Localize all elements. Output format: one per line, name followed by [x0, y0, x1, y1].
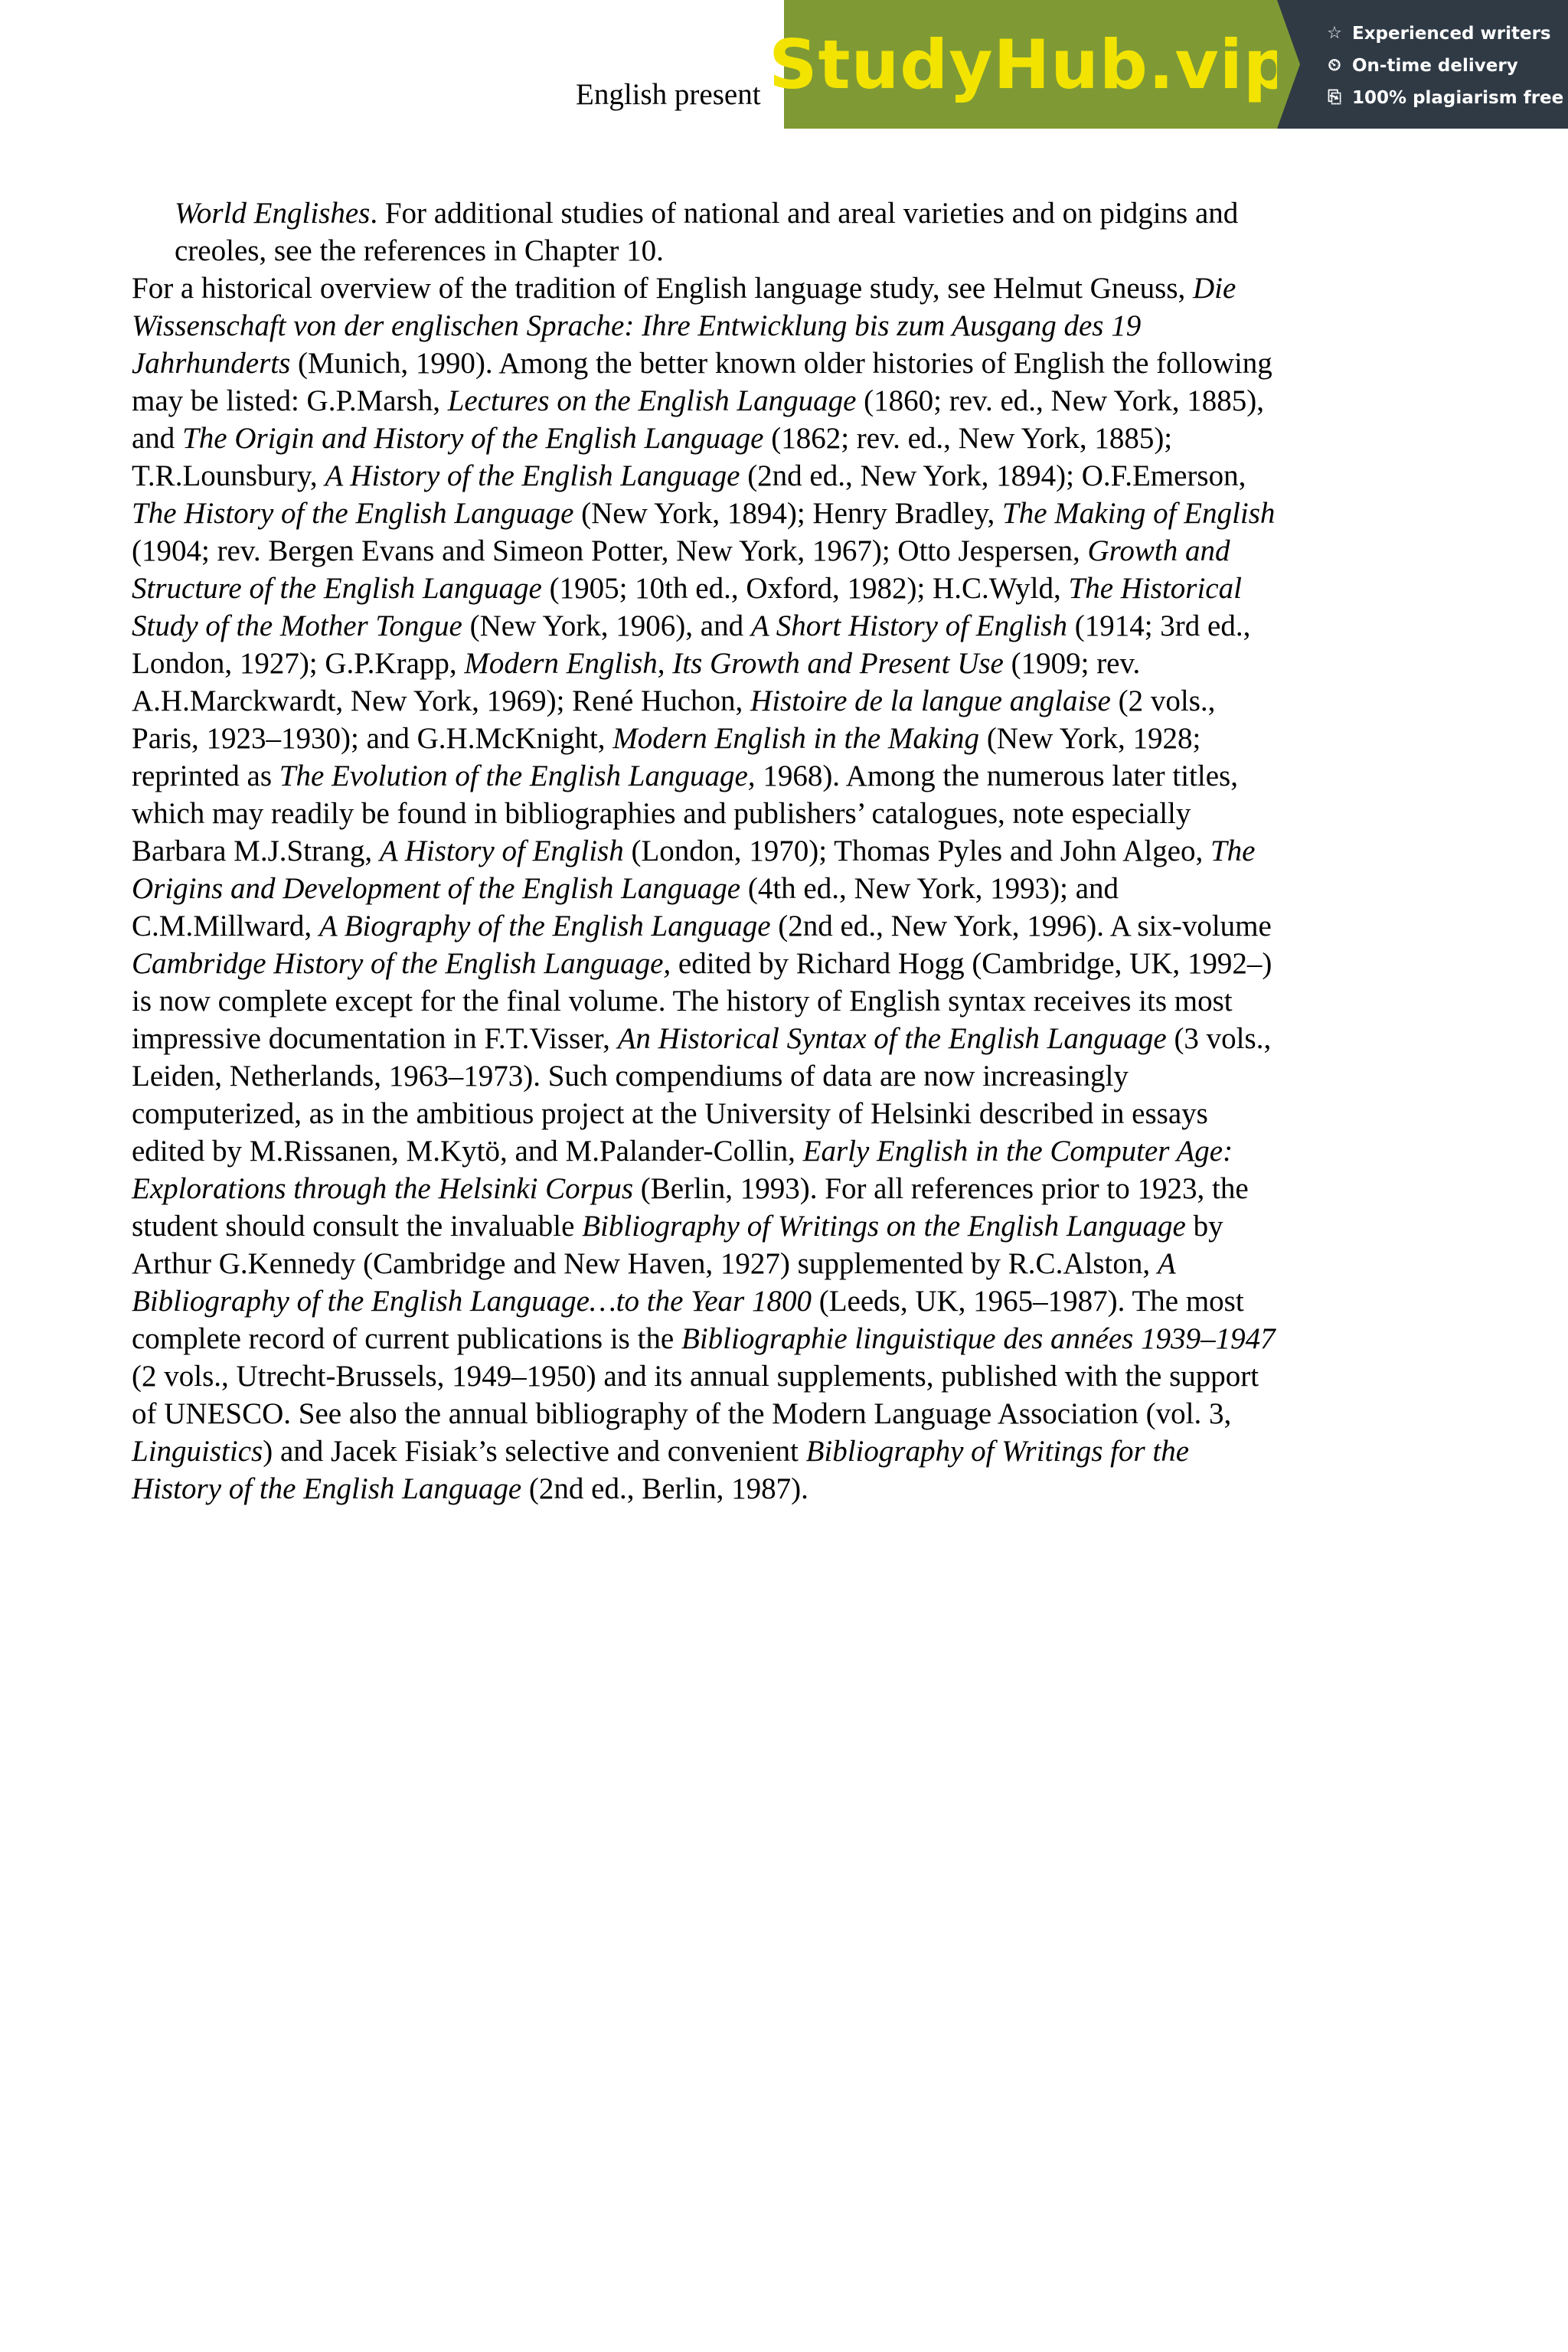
italic-title-run: Study of the Mother Tongue [132, 609, 462, 642]
italic-title-run: An Historical Syntax of the English Language [617, 1022, 1167, 1055]
text-run: edited by Richard Hogg (Cambridge, UK, 1992–) [671, 947, 1272, 980]
text-run: (3 vols., [1166, 1022, 1272, 1055]
text-run: C.M.Millward, [132, 910, 319, 942]
banner-feature-label: 100% plagiarism free [1352, 88, 1564, 108]
paragraph [132, 270, 1449, 1508]
italic-title-run: Bibliography of Writings on the English Language [582, 1210, 1186, 1243]
running-head: English present [576, 78, 761, 111]
text-run: (New York, 1906), and [462, 609, 751, 642]
text-run: creoles, see the references in Chapter 10. [175, 234, 664, 267]
italic-title-run: The Evolution of the English Language, [279, 760, 756, 792]
italic-title-run: Wissenschaft von der englischen Sprache: Ihre Entwicklung bis zum Ausgang des 19 [132, 309, 1142, 342]
italic-title-run: Linguistics [132, 1435, 263, 1468]
text-line [132, 495, 1449, 532]
text-line [132, 1432, 1449, 1470]
text-run: (1914; 3rd ed., [1067, 609, 1251, 642]
document-check-icon: ⎘ [1328, 88, 1341, 107]
text-run: 1968). Among the numerous later titles, [755, 760, 1238, 792]
text-line [132, 907, 1449, 945]
text-run: (4th ed., New York, 1993); and [740, 872, 1119, 905]
text-line [132, 757, 1449, 795]
text-line [132, 457, 1449, 495]
text-run: (2 vols., [1110, 684, 1216, 717]
text-run: (New York, 1894); Henry Bradley, [573, 497, 1003, 530]
italic-title-run: A History of the English Language [325, 459, 740, 492]
text-run: (Berlin, 1993). For all references prior to 1923, the [633, 1172, 1249, 1205]
text-run: (Munich, 1990). Among the better known older histories of English the following [290, 347, 1272, 380]
text-run: Arthur G.Kennedy (Cambridge and New Haven, 1927) supplemented by R.C.Alston, [132, 1247, 1158, 1280]
text-line [132, 832, 1449, 870]
italic-title-run: The Historical [1068, 572, 1242, 605]
text-run: which may readily be found in bibliographies and publishers’ catalogues, note especially [132, 797, 1191, 830]
italic-title-run: Lectures on the English Language [447, 384, 857, 417]
text-line [132, 345, 1449, 382]
text-run: of UNESCO. See also the annual bibliography of the Modern Language Association (vol. 3, [132, 1397, 1232, 1430]
text-line [132, 270, 1449, 307]
text-line [132, 1395, 1449, 1432]
text-run: (1862; rev. ed., New York, 1885); [763, 422, 1173, 455]
italic-title-run: Histoire de la langue anglaise [750, 684, 1111, 717]
italic-title-run: Cambridge History of the English Language, [132, 947, 671, 980]
text-run: is now complete except for the final volume. The history of English syntax receives its most [132, 985, 1233, 1018]
clock-icon: ⏲ [1328, 56, 1341, 75]
studyhub-logo-text: StudyHub.vip [769, 24, 1292, 104]
text-line [132, 795, 1449, 832]
italic-title-run: History of the English Language [132, 1472, 522, 1505]
text-line [132, 982, 1449, 1020]
text-run: (London, 1970); Thomas Pyles and John Algeo, [623, 835, 1210, 867]
text-run: (1909; rev. [1003, 647, 1141, 680]
banner-chevron-shape [1277, 0, 1300, 129]
text-line [132, 1132, 1449, 1170]
text-line [132, 1170, 1449, 1207]
text-run: impressive documentation in F.T.Visser, [132, 1022, 618, 1055]
banner-feature [1325, 20, 1568, 47]
text-line [132, 1282, 1449, 1320]
text-line [132, 1057, 1449, 1095]
text-run: reprinted as [132, 760, 279, 792]
text-run: and [132, 422, 183, 455]
italic-title-run: Origins and Development of the English Language [132, 872, 741, 905]
italic-title-run: Modern English, Its Growth and Present Use [464, 647, 1004, 680]
banner-feature [1325, 52, 1568, 80]
text-run: (New York, 1928; [979, 722, 1201, 755]
text-run: ) and Jacek Fisiak’s selective and convenient [263, 1435, 806, 1468]
text-line [175, 232, 1449, 270]
italic-title-run: The Origin and History of the English Language [182, 422, 764, 455]
italic-title-run: Explorations through the Helsinki Corpus [132, 1172, 634, 1205]
text-line [132, 382, 1449, 420]
text-run: London, 1927); G.P.Krapp, [132, 647, 465, 680]
text-line [132, 720, 1449, 757]
text-run: (1904; rev. Bergen Evans and Simeon Potter, New York, 1967); Otto Jespersen, [132, 534, 1088, 567]
italic-title-run: Bibliography of Writings for the [805, 1435, 1190, 1468]
text-run: Leiden, Netherlands, 1963–1973). Such compendiums of data are now increasingly [132, 1060, 1129, 1093]
text-run: Barbara M.J.Strang, [132, 835, 380, 867]
italic-title-run: A History of English [379, 835, 624, 867]
italic-title-run: World Englishes [175, 197, 371, 230]
text-run: (2 vols., Utrecht-Brussels, 1949–1950) and its annual supplements, published with the support [132, 1360, 1259, 1393]
banner-feature [1325, 84, 1568, 112]
text-run: (1860; rev. ed., New York, 1885), [856, 384, 1264, 417]
text-run: (2nd ed., Berlin, 1987). [521, 1472, 808, 1505]
text-line [132, 645, 1449, 682]
text-line [132, 870, 1449, 907]
text-run: Paris, 1923–1930); and G.H.McKnight, [132, 722, 613, 755]
italic-title-run: Growth and [1087, 534, 1230, 567]
text-line [132, 1020, 1449, 1057]
text-line [132, 420, 1449, 457]
star-icon: ☆ [1327, 24, 1342, 43]
italic-title-run: A [1157, 1247, 1176, 1280]
text-line [132, 532, 1449, 570]
text-run: may be listed: G.P.Marsh, [132, 384, 448, 417]
italic-title-run: Bibliography of the English Language…to the Year 1800 [132, 1285, 812, 1318]
text-line [132, 607, 1449, 645]
italic-title-run: Early English in the Computer Age: [802, 1135, 1233, 1168]
text-line [132, 570, 1449, 607]
studyhub-banner[interactable] [769, 0, 1568, 129]
text-run: by [1185, 1210, 1223, 1243]
text-line [175, 194, 1449, 232]
italic-title-run: Jahrhunderts [132, 347, 291, 380]
bibliography-text [132, 194, 1449, 1508]
text-run: T.R.Lounsbury, [132, 459, 325, 492]
italic-title-run: Die [1193, 272, 1236, 305]
text-run: . For additional studies of national and areal varieties and on pidgins and [370, 197, 1239, 230]
text-run: (Leeds, UK, 1965–1987). The most [811, 1285, 1244, 1318]
italic-title-run: The [1210, 835, 1256, 867]
text-line [132, 1095, 1449, 1132]
italic-title-run: The History of the English Language [132, 497, 574, 530]
studyhub-logo[interactable] [769, 0, 1292, 129]
text-line [132, 307, 1449, 345]
text-run: (2nd ed., New York, 1894); O.F.Emerson, [740, 459, 1246, 492]
italic-title-run: Bibliographie linguistique des années 1939–1947 [681, 1322, 1276, 1355]
banner-feature-label: On-time delivery [1352, 56, 1518, 76]
text-line [132, 1207, 1449, 1245]
text-run: edited by M.Rissanen, M.Kytö, and M.Palander-Collin, [132, 1135, 803, 1168]
text-line [132, 1470, 1449, 1508]
banner-feature-list [1277, 0, 1568, 129]
italic-title-run: Structure of the English Language [132, 572, 542, 605]
text-run: A.H.Marckwardt, New York, 1969); René Huchon, [132, 684, 751, 717]
paragraph-continuation [132, 194, 1449, 270]
text-line [132, 945, 1449, 982]
italic-title-run: A Biography of the English Language [318, 910, 771, 942]
italic-title-run: A Short History of English [750, 609, 1067, 642]
italic-title-run: The Making of English [1002, 497, 1276, 530]
italic-title-run: Modern English in the Making [612, 722, 980, 755]
text-line [132, 1320, 1449, 1357]
text-run: student should consult the invaluable [132, 1210, 583, 1243]
text-line [132, 1357, 1449, 1395]
text-run: computerized, as in the ambitious project at the University of Helsinki described in essays [132, 1097, 1208, 1130]
text-line [132, 682, 1449, 720]
text-run: (1905; 10th ed., Oxford, 1982); H.C.Wyld, [541, 572, 1069, 605]
text-run: For a historical overview of the tradition of English language study, see Helmut Gneuss, [132, 272, 1194, 305]
text-run: (2nd ed., New York, 1996). A six-volume [770, 910, 1272, 942]
text-run: complete record of current publications is the [132, 1322, 681, 1355]
banner-feature-label: Experienced writers [1352, 24, 1551, 44]
text-line [132, 1245, 1449, 1282]
